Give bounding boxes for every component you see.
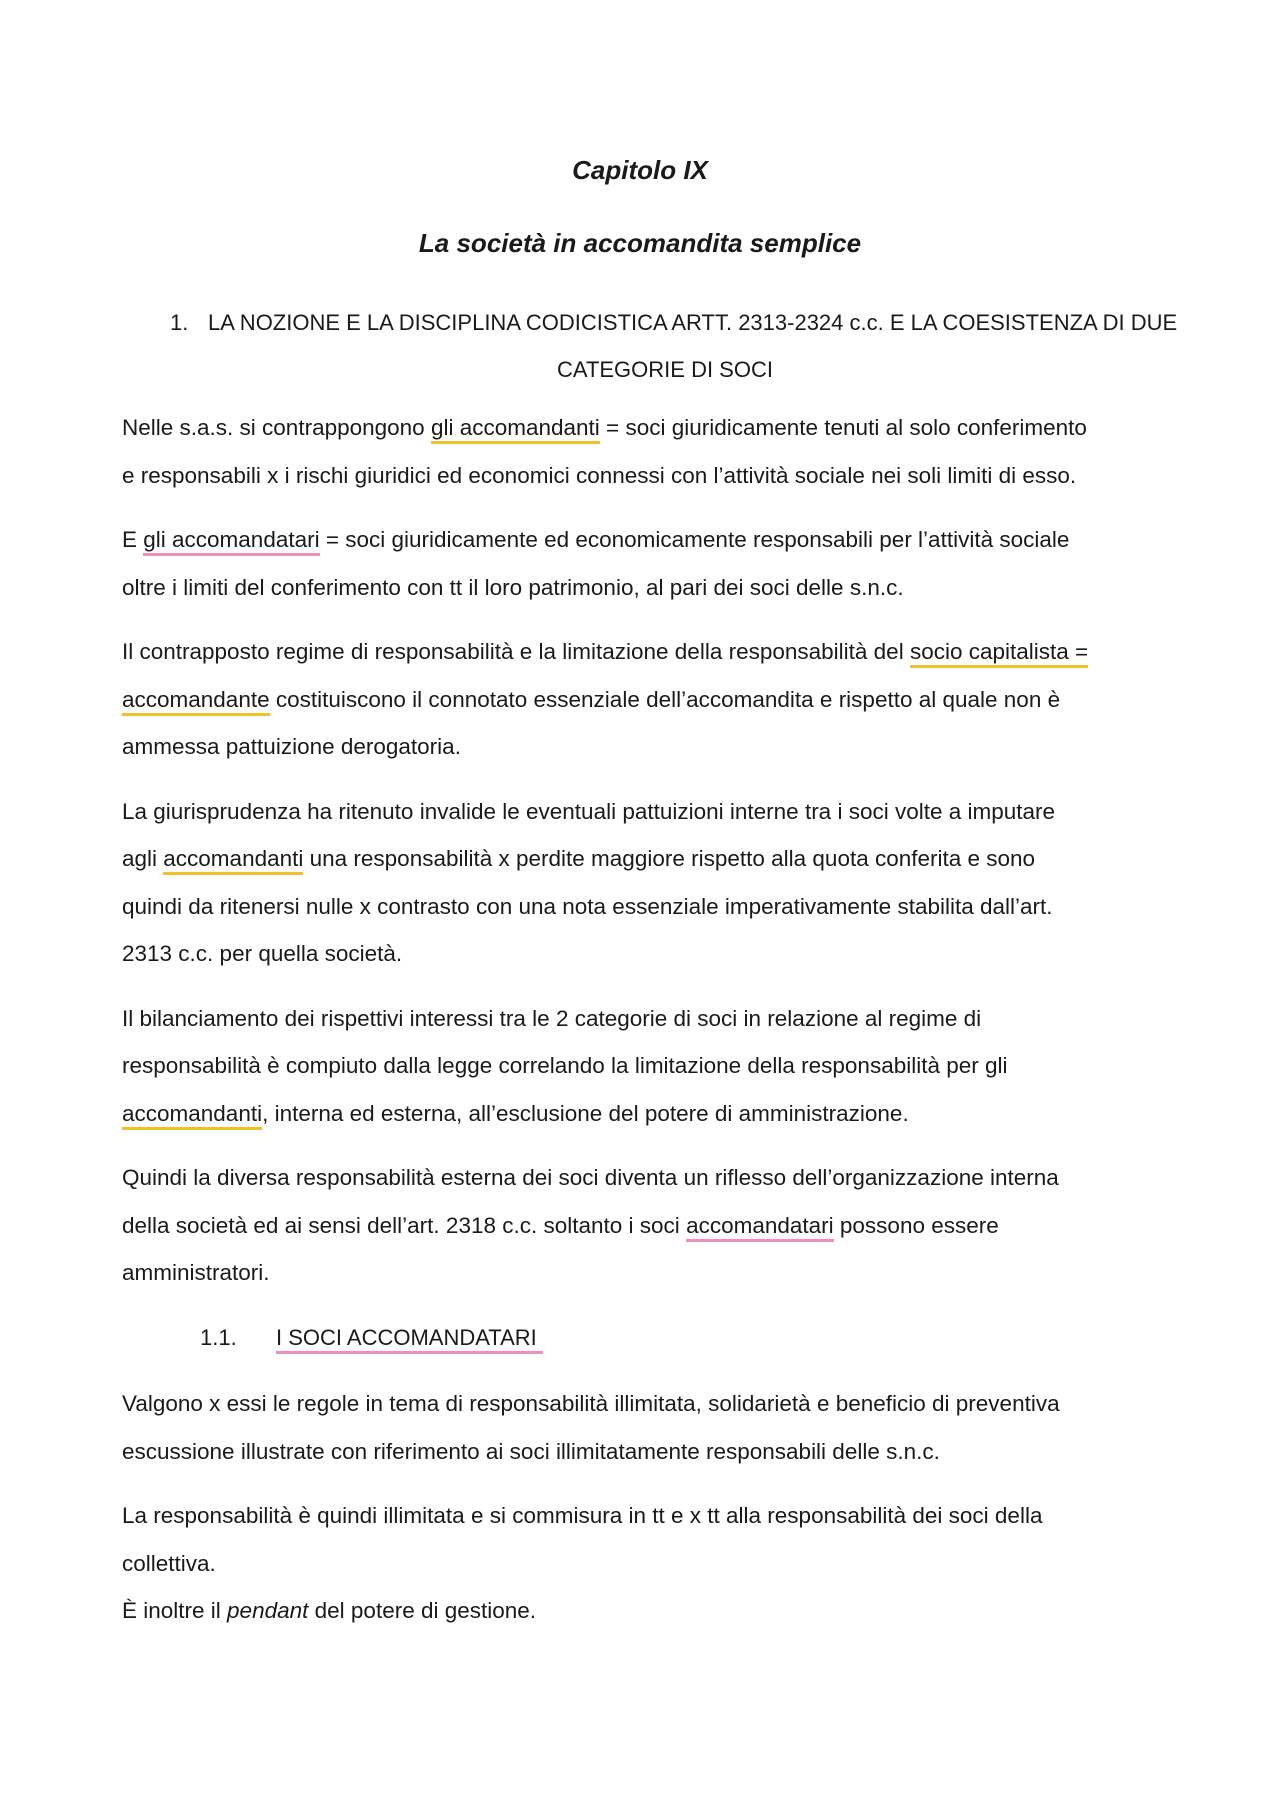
text-line xyxy=(122,404,1162,452)
subsection-title: I SOCI ACCOMANDATARI xyxy=(276,1325,543,1354)
text-run: possono essere xyxy=(833,1212,999,1238)
paragraph xyxy=(122,1492,1162,1635)
body-text-block-1 xyxy=(122,404,1162,1314)
text-line: ammessa pattuizione derogatoria. xyxy=(122,734,461,759)
highlighted-term: accomandatari xyxy=(686,1213,834,1242)
text-line: La responsabilità è quindi illimitata e si commisura in tt e x tt alla responsabilità dei soci della xyxy=(122,1503,1043,1528)
text-line: Il bilanciamento dei rispettivi interessi tra le 2 categorie di soci in relazione al regime di xyxy=(122,1005,982,1031)
chapter-title: La società in accomandita semplice xyxy=(418,228,862,258)
highlighted-term: accomandanti xyxy=(163,846,303,875)
highlighted-term: gli accomandatari xyxy=(143,527,319,556)
section-number: 1. xyxy=(170,310,189,335)
paragraph xyxy=(122,788,1162,978)
text-run: E xyxy=(122,527,144,552)
body-text-block-2 xyxy=(122,1380,1162,1652)
text-line xyxy=(122,676,1162,724)
highlighted-term: accomandante xyxy=(122,687,270,716)
text-line xyxy=(122,628,1162,676)
text-run: È inoltre il xyxy=(122,1598,228,1623)
subsection-number: 1.1. xyxy=(200,1325,237,1350)
text-line: Quindi la diversa responsabilità esterna dei soci diventa un riflesso dell’organizzazione interna xyxy=(122,1165,1059,1190)
highlighted-term: socio capitalista = xyxy=(910,639,1088,668)
text-run: una responsabilità x perdite maggiore rispetto alla quota conferita e sono xyxy=(303,846,1036,871)
highlighted-term: accomandanti xyxy=(122,1101,262,1130)
highlighted-term: gli accomandanti xyxy=(431,415,600,444)
text-run: agli xyxy=(122,846,164,871)
text-line: escussione illustrate con riferimento ai soci illimitatamente responsabili delle s.n.c. xyxy=(122,1438,940,1464)
section-heading-line-2: CATEGORIE DI SOCI xyxy=(557,357,773,382)
text-line xyxy=(122,1587,1162,1635)
text-line: La giurisprudenza ha ritenuto invalide le eventuali pattuizioni interne tra i soci volte a imputare xyxy=(122,798,1056,824)
paragraph xyxy=(122,995,1162,1138)
text-line: 2313 c.c. per quella società. xyxy=(122,941,403,966)
text-line: Valgono x essi le regole in tema di responsabilità illimitata, solidarietà e beneficio di preventiva xyxy=(122,1391,1060,1416)
text-line: collettiva. xyxy=(122,1550,216,1576)
text-line xyxy=(122,1202,1162,1250)
text-run: = soci giuridicamente tenuti al solo conferimento xyxy=(599,415,1087,440)
text-run: del potere di gestione. xyxy=(308,1598,537,1623)
text-line xyxy=(122,835,1162,883)
paragraph xyxy=(122,404,1162,499)
subsection-heading xyxy=(200,1325,543,1351)
italic-term: pendant xyxy=(227,1598,309,1623)
paragraph xyxy=(122,628,1162,771)
text-line xyxy=(122,1090,1162,1138)
paragraph xyxy=(122,1380,1162,1475)
text-line: responsabilità è compiuto dalla legge correlando la limitazione della responsabilità per gli xyxy=(122,1053,1008,1078)
paragraph xyxy=(122,516,1162,611)
text-line: amministratori. xyxy=(122,1260,270,1285)
text-run: costituiscono il connotato essenziale dell’accomandita e rispetto al quale non è xyxy=(269,686,1061,712)
text-line: quindi da ritenersi nulle x contrasto con una nota essenziale imperativamente stabilita dall’art. xyxy=(122,893,1053,919)
paragraph xyxy=(122,1154,1162,1297)
text-line: oltre i limiti del conferimento con tt il loro patrimonio, al pari dei soci delle s.n.c. xyxy=(122,574,904,600)
text-run: Nelle s.a.s. si contrappongono xyxy=(122,415,431,440)
text-run: della società ed ai sensi dell’art. 2318 c.c. soltanto i soci xyxy=(122,1212,687,1238)
text-line: e responsabili x i rischi giuridici ed economici connessi con l’attività sociale nei soli limiti di esso. xyxy=(122,462,1077,488)
section-heading-line-1: LA NOZIONE E LA DISCIPLINA CODICISTICA ARTT. 2313-2324 c.c. E LA COESISTENZA DI DUE xyxy=(208,310,1178,335)
text-run: Il contrapposto regime di responsabilità e la limitazione della responsabilità del xyxy=(122,639,910,664)
chapter-number: Capitolo IX xyxy=(572,155,708,185)
text-line xyxy=(122,516,1162,564)
text-run: = soci giuridicamente ed economicamente responsabili per l’attività sociale xyxy=(319,527,1070,552)
text-run: , interna ed esterna, all’esclusione del potere di amministrazione. xyxy=(262,1100,909,1126)
